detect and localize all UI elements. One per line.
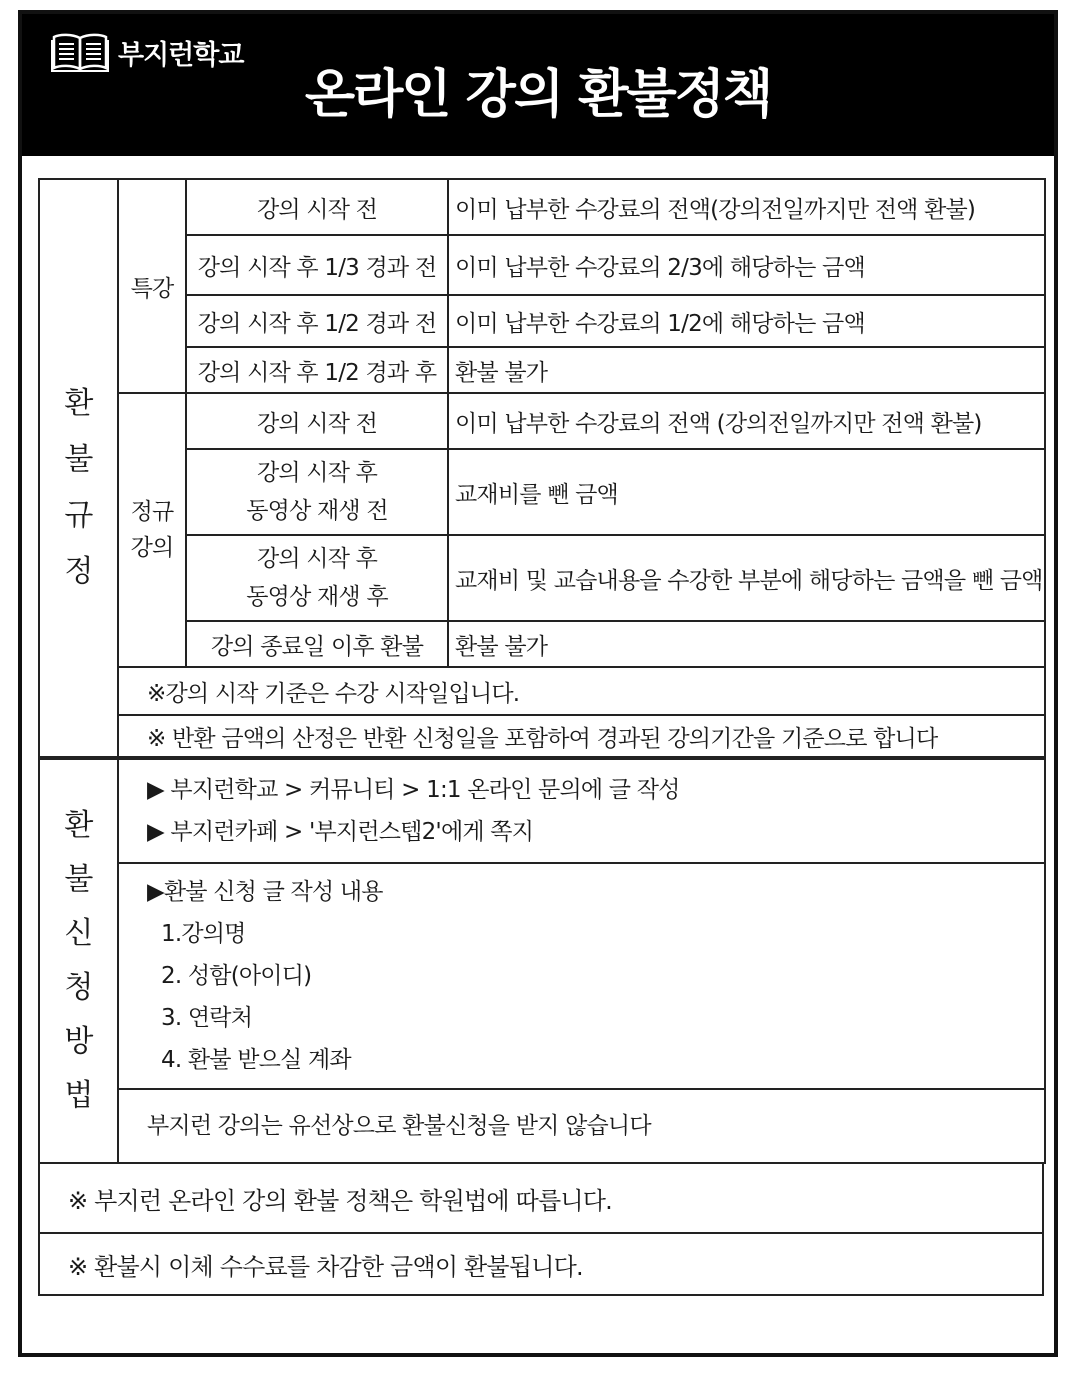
amount-cell: 이미 납부한 수강료의 2/3에 해당하는 금액	[448, 235, 1045, 295]
condition-cell: 강의 시작 전	[186, 393, 448, 449]
section-label-apply-method: 환 불 신 청 방 법	[39, 759, 118, 1163]
header-bar	[22, 14, 1054, 156]
footer-note-law: ※ 부지런 온라인 강의 환불 정책은 학원법에 따릅니다.	[39, 1163, 1043, 1233]
form-item: 1.강의명	[161, 921, 246, 947]
condition-cell: 강의 시작 전	[186, 179, 448, 235]
condition-cell: 강의 종료일 이후 환불	[186, 621, 448, 667]
amount-cell: 이미 납부한 수강료의 전액(강의전일까지만 전액 환불)	[448, 179, 1045, 235]
amount-cell: 이미 납부한 수강료의 전액 (강의전일까지만 전액 환불)	[448, 393, 1045, 449]
channel-item: ▶ 부지런카페 > '부지런스텝2'에게 쪽지	[147, 819, 534, 845]
phone-refund-note: 부지런 강의는 유선상으로 환불신청을 받지 않습니다	[118, 1089, 1045, 1163]
amount-cell: 환불 불가	[448, 347, 1045, 393]
section-label-refund-rules: 환 불 규 정	[39, 179, 118, 757]
condition-cell: 강의 시작 후 1/2 경과 전	[186, 295, 448, 347]
form-title: ▶환불 신청 글 작성 내용	[147, 879, 383, 905]
amount-cell: 교재비를 뺀 금액	[448, 449, 1045, 535]
refund-apply-table	[38, 758, 1046, 1164]
footer-notes-table	[38, 1162, 1044, 1296]
refund-rules-table	[38, 178, 1046, 758]
category-special: 특강	[118, 179, 186, 393]
amount-cell: 환불 불가	[448, 621, 1045, 667]
apply-channels	[118, 759, 1045, 863]
form-item: 3. 연락처	[161, 1005, 253, 1031]
amount-cell: 이미 납부한 수강료의 1/2에 해당하는 금액	[448, 295, 1045, 347]
logo-text: 부지런학교	[118, 39, 244, 71]
note-start-basis: ※강의 시작 기준은 수강 시작일입니다.	[118, 667, 1045, 715]
page-title: 온라인 강의 환불정책	[304, 65, 772, 125]
note-refund-calculation: ※ 반환 금액의 산정은 반환 신청일을 포함하여 경과된 강의기간을 기준으로 합니다	[118, 715, 1045, 757]
condition-cell: 강의 시작 후 동영상 재생 후	[186, 535, 448, 621]
apply-form-contents	[118, 863, 1045, 1089]
condition-cell: 강의 시작 후 1/2 경과 후	[186, 347, 448, 393]
condition-cell: 강의 시작 후 동영상 재생 전	[186, 449, 448, 535]
footer-note-fee: ※ 환불시 이체 수수료를 차감한 금액이 환불됩니다.	[39, 1233, 1043, 1295]
form-item: 4. 환불 받으실 계좌	[161, 1047, 351, 1073]
form-item: 2. 성함(아이디)	[161, 963, 312, 989]
channel-item: ▶ 부지런학교 > 커뮤니티 > 1:1 온라인 문의에 글 작성	[147, 777, 680, 803]
amount-cell: 교재비 및 교습내용을 수강한 부분에 해당하는 금액을 뺀 금액	[448, 535, 1045, 621]
refund-policy-document	[18, 10, 1058, 1357]
condition-cell: 강의 시작 후 1/3 경과 전	[186, 235, 448, 295]
category-regular: 정규 강의	[118, 393, 186, 667]
